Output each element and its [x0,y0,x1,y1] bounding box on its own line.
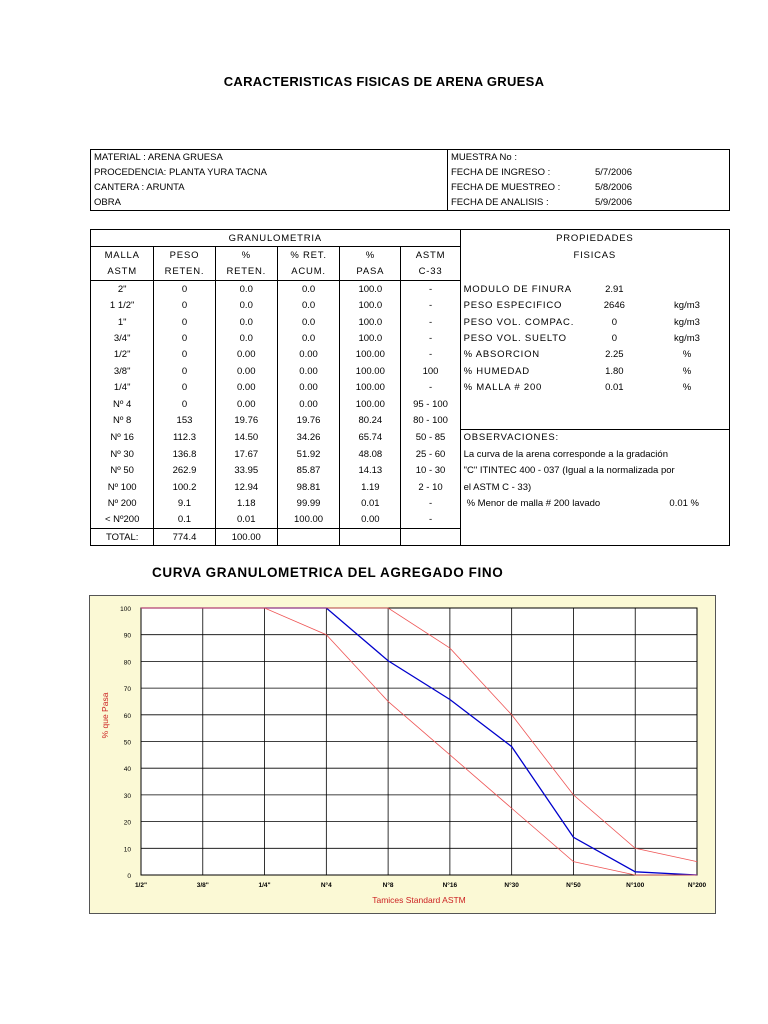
table-cell: 65.74 [340,429,401,446]
table-cell: 48.08 [340,446,401,462]
table-row [91,512,730,529]
sample-info-table [90,149,730,211]
table-row [91,380,730,396]
table-row [91,495,730,511]
table-cell: 0.0 [215,298,277,314]
table-cell: 0 [154,347,215,363]
fecha-analisis-label: FECHA DE ANALISIS : [451,197,549,208]
table-cell: 25 - 60 [401,446,460,462]
property-value: 2.91 [605,283,624,295]
table-cell: 112.3 [154,429,215,446]
fecha-ingreso-value: 5/7/2006 [595,167,632,178]
table-cell: Nº 100 [107,481,137,493]
granulometry-table [90,229,730,546]
column-header: % RET. [277,247,339,264]
total-blank [340,529,401,546]
observation-line: "C" ITINTEC 400 - 037 (Igual a la normalizada por [460,462,729,478]
table-cell: Nº 8 [113,415,132,427]
y-tick-label: 10 [123,846,131,854]
property-value: 0 [611,316,617,328]
x-tick-label: N°100 [626,882,645,889]
table-row [91,396,730,412]
propiedades-blank [460,396,729,412]
property-unit: kg/m3 [674,300,700,312]
propiedades-title: PROPIEDADES [460,230,729,247]
table-row [91,330,730,346]
table-cell: - [401,298,460,314]
table-cell: 100.00 [340,347,401,363]
table-row [91,479,730,495]
grading-curve-chart [89,595,716,914]
column-header: ASTM [401,247,460,264]
table-cell: 1.19 [340,479,401,495]
table-cell: 0.00 [215,396,277,412]
procedencia-label: PROCEDENCIA: PLANTA YURA TACNA [91,165,448,180]
property-label: % ABSORCION [460,347,584,363]
table-cell: 0.1 [154,512,215,529]
table-cell: 0.00 [277,363,339,379]
column-header: RETEN. [154,264,215,281]
table-cell: 3/8" [113,365,131,377]
table-cell: 0 [154,330,215,346]
table-cell: 14.13 [340,462,401,478]
x-tick-label: 3/8" [196,882,209,889]
table-cell: 100.2 [154,479,215,495]
fecha-analisis-value: 5/9/2006 [595,197,632,208]
table-cell: Nº 16 [110,432,134,444]
x-tick-label: N°8 [382,882,394,889]
table-cell: 0.0 [277,330,339,346]
table-cell: 99.99 [277,495,339,511]
table-cell: 0.00 [277,396,339,412]
x-tick-label: N°50 [566,882,581,889]
property-unit: kg/m3 [674,316,700,328]
table-cell: 19.76 [215,412,277,429]
table-cell: 0 [154,380,215,396]
property-value: 1.80 [605,365,624,377]
total-blank [277,529,339,546]
table-cell: 12.94 [215,479,277,495]
table-cell: 0 [154,298,215,314]
y-tick-label: 90 [123,632,131,640]
table-cell: 100.0 [340,314,401,330]
table-cell: 0.0 [277,281,339,298]
observation-line: La curva de la arena corresponde a la gradación [460,446,729,462]
table-row [91,412,730,429]
column-header: PESO [154,247,215,264]
table-row [91,462,730,478]
property-label: MODULO DE FINURA [460,281,584,298]
table-cell: 0.00 [277,380,339,396]
column-header: ACUM. [277,264,339,281]
table-cell: 85.87 [277,462,339,478]
y-tick-label: 60 [123,712,131,720]
total-peso: 774.4 [154,529,215,546]
table-cell: 1/4" [113,382,131,394]
table-cell: 3/4" [113,333,131,345]
table-cell: Nº 30 [110,448,134,460]
table-row [91,281,730,298]
propiedades-subtitle: FISICAS [460,247,729,264]
table-cell: 80.24 [340,412,401,429]
obra-label: OBRA [91,195,448,211]
table-cell: 0.0 [215,330,277,346]
table-cell: 0.00 [340,512,401,529]
page-title: CARACTERISTICAS FISICAS DE ARENA GRUESA [223,74,545,89]
column-header: C-33 [401,264,460,281]
muestra-value [592,150,730,166]
muestra-label: MUESTRA No : [451,152,517,163]
table-cell: - [401,330,460,346]
table-cell: 0.00 [215,347,277,363]
column-header: PASA [340,264,401,281]
table-cell: 0 [154,281,215,298]
fecha-ingreso-label: FECHA DE INGRESO : [451,167,551,178]
column-header: RETEN. [215,264,277,281]
y-tick-label: 80 [123,659,131,667]
y-axis-label: % que Pasa [100,692,110,739]
table-cell: < Nº200 [104,514,140,526]
property-unit: % [682,365,692,377]
y-tick-label: 40 [123,766,131,774]
x-tick-label: N°200 [687,882,707,889]
table-cell: 0.00 [277,347,339,363]
x-tick-label: 1/4" [258,882,271,889]
table-cell: 136.8 [154,446,215,462]
table-row [91,298,730,314]
table-cell: 33.95 [215,462,277,478]
property-label: PESO ESPECIFICO [460,298,584,314]
grading-curve-svg [90,596,715,913]
observations-title: OBSERVACIONES: [460,429,729,446]
propiedades-blank [460,264,729,281]
table-cell: 2 - 10 [401,479,460,495]
column-header: % [215,247,277,264]
total-pct: 100.00 [215,529,277,546]
granulometria-title: GRANULOMETRIA [91,230,461,247]
table-cell: - [401,281,460,298]
table-cell: 0.00 [215,363,277,379]
table-cell: Nº 50 [110,465,134,477]
table-cell: 80 - 100 [401,412,460,429]
table-cell: 0.0 [277,298,339,314]
property-unit: kg/m3 [674,333,700,345]
table-cell: 1/2" [113,349,131,361]
table-row [91,363,730,379]
table-cell: 100.0 [340,298,401,314]
table-cell: 34.26 [277,429,339,446]
table-cell: 50 - 85 [401,429,460,446]
table-cell: - [401,314,460,330]
y-tick-label: 30 [123,792,131,800]
table-row [91,347,730,363]
y-tick-label: 50 [123,739,131,747]
property-value: 2.25 [605,349,624,361]
table-cell: Nº 4 [113,398,132,410]
y-tick-label: 70 [123,686,131,694]
table-row [91,314,730,330]
table-cell: 0.00 [215,380,277,396]
table-cell: 1.18 [215,495,277,511]
x-tick-label: N°4 [320,882,332,889]
table-cell: 17.67 [215,446,277,462]
table-cell: 9.1 [154,495,215,511]
table-cell: Nº 200 [107,497,137,509]
table-cell: 14.50 [215,429,277,446]
table-cell: - [401,512,460,529]
table-cell: 2" [117,283,127,295]
table-cell: 0 [154,396,215,412]
property-unit: % [682,382,692,394]
property-label: PESO VOL. COMPAC. [460,314,584,330]
table-cell: 0 [154,363,215,379]
total-blank [401,529,460,546]
property-value: 2646 [603,300,625,312]
table-cell: 100.0 [340,330,401,346]
cantera-label: CANTERA : ARUNTA [91,180,448,195]
table-cell: 100.0 [340,281,401,298]
property-label: % MALLA # 200 [460,380,584,396]
propiedades-blank [460,529,729,546]
table-cell: 262.9 [154,462,215,478]
table-cell: 100 [401,363,460,379]
column-header: MALLA [104,250,140,262]
y-tick-label: 0 [127,873,131,880]
menor-malla-value: 0.01 % [669,497,699,509]
menor-malla-label: % Menor de malla # 200 lavado [460,495,645,511]
table-cell: 100.00 [340,380,401,396]
property-unit [645,281,730,298]
chart-title: CURVA GRANULOMETRICA DEL AGREGADO FINO [152,565,504,580]
fecha-muestreo-value: 5/8/2006 [595,182,632,193]
table-cell: 1 1/2" [109,300,135,312]
table-cell: - [401,380,460,396]
y-tick-label: 20 [123,819,131,827]
table-cell: 0.0 [215,281,277,298]
y-tick-label: 100 [120,606,131,613]
x-axis-label: Tamices Standard ASTM [372,895,466,905]
property-label: % HUMEDAD [460,363,584,379]
x-tick-label: 1/2" [134,882,148,889]
table-row [91,429,730,446]
material-label: MATERIAL : ARENA GRUESA [91,150,448,166]
table-cell: 19.76 [277,412,339,429]
x-tick-label: N°30 [504,882,519,889]
table-cell: 0.01 [215,512,277,529]
table-cell: 10 - 30 [401,462,460,478]
property-label: PESO VOL. SUELTO [460,330,584,346]
property-value: 0 [611,333,617,345]
observation-line: el ASTM C - 33) [460,479,729,495]
table-cell: 100.00 [277,512,339,529]
table-cell: 51.92 [277,446,339,462]
table-cell: 153 [154,412,215,429]
property-unit: % [682,349,692,361]
table-cell: 100.00 [340,396,401,412]
table-row [91,446,730,462]
table-cell: 0.0 [215,314,277,330]
table-cell: 0.01 [340,495,401,511]
column-header: % [340,247,401,264]
table-cell: 98.81 [277,479,339,495]
table-cell: 95 - 100 [401,396,460,412]
table-cell: - [401,495,460,511]
propiedades-blank [460,512,729,529]
table-cell: 0.0 [277,314,339,330]
column-header: ASTM [91,264,154,281]
table-cell: 1" [117,316,127,328]
total-label: TOTAL: [91,529,154,546]
property-value: 0.01 [605,382,624,394]
table-cell: - [401,347,460,363]
x-tick-label: N°16 [442,882,458,889]
fecha-muestreo-label: FECHA DE MUESTREO : [451,182,561,193]
propiedades-blank [460,412,729,429]
table-cell: 100.00 [340,363,401,379]
table-cell: 0 [154,314,215,330]
